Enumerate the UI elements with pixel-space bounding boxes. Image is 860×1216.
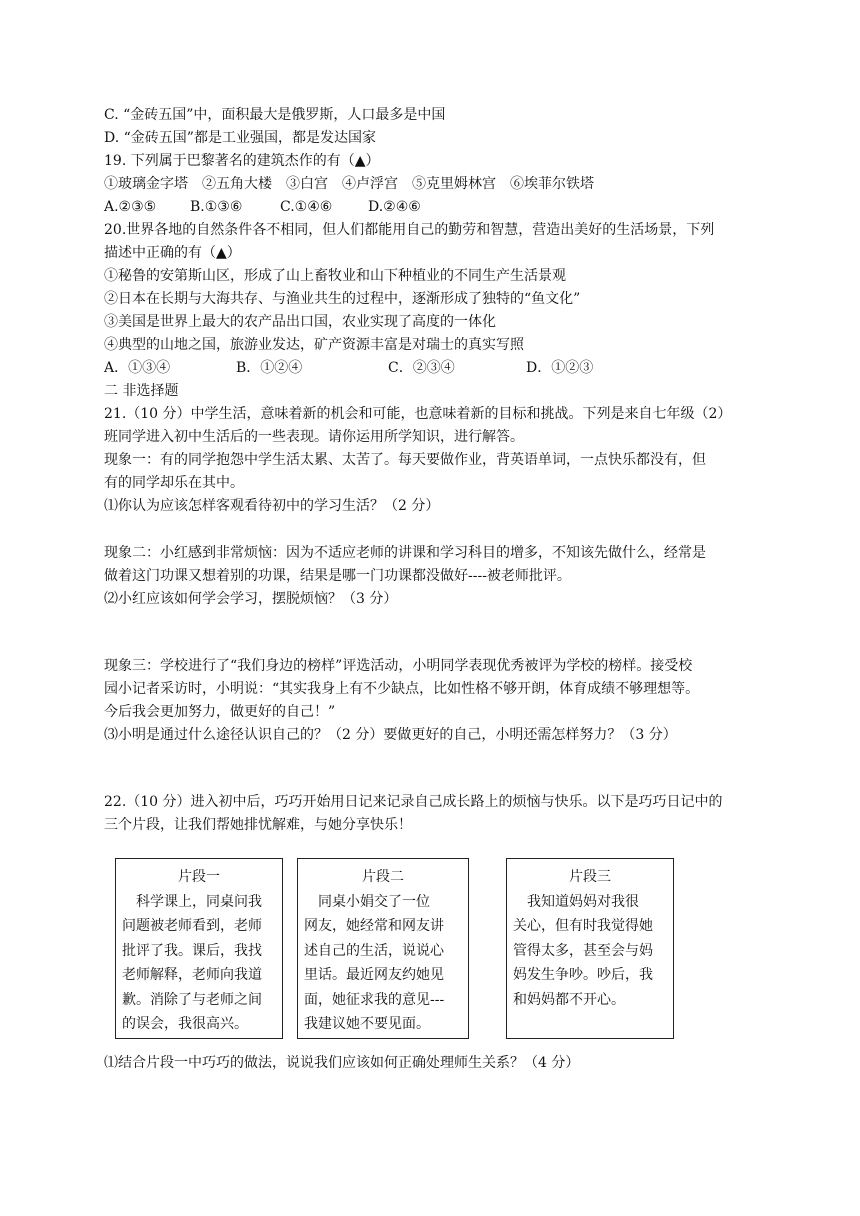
question-19-items: ①玻璃金字塔 ②五角大楼 ③白宫 ④卢浮宫 ⑤克里姆林宫 ⑥埃菲尔铁塔 <box>104 176 594 192</box>
section-heading: 二 非选择题 <box>104 383 179 399</box>
diary-box-title: 片段二 <box>362 869 404 885</box>
question-20-stem-cont: 描述中正确的有（▲） <box>104 245 241 261</box>
diary-line: 歉。消除了与老师之间 <box>122 991 262 1008</box>
q19-option-d: D.②④⑥ <box>368 199 421 215</box>
diary-line: 和妈妈都不开心。 <box>513 991 625 1008</box>
diary-line: 同桌小娟交了一位 <box>304 893 430 910</box>
diary-line: 问题被老师看到，老师 <box>122 918 262 934</box>
answer-space <box>104 747 764 791</box>
diary-line: 关心，但有时我觉得她 <box>513 918 653 934</box>
q20-item-2: ②日本在长期与大海共存、与渔业共生的过程中，逐渐形成了独特的“鱼文化” <box>104 291 581 307</box>
phenomenon-1: 现象一：有的同学抱怨中学生活太累、太苦了。每天要做作业，背英语单词，一点快乐都没有，但 <box>104 452 706 468</box>
question-22-intro: 22.（10 分）进入初中后，巧巧开始用日记来记录自己成长路上的烦恼与快乐。以下是巧巧日记中的 <box>104 794 723 810</box>
q19-option-b: B.①③⑥ <box>190 199 243 215</box>
answer-space <box>104 518 764 542</box>
question-22-intro-cont: 三个片段，让我们帮她排忧解难，与她分享快乐！ <box>104 817 412 833</box>
diary-box-title: 片段一 <box>178 869 220 885</box>
phenomenon-1-cont: 有的同学却乐在其中。 <box>104 475 244 491</box>
q20-item-4: ④典型的山地之国，旅游业发达，矿产资源丰富是对瑞士的真实写照 <box>104 337 524 353</box>
diary-box-3 <box>506 858 674 1039</box>
q20-item-1: ①秘鲁的安第斯山区，形成了山上畜牧业和山下种植业的不同生产生活景观 <box>104 268 566 284</box>
q20-option-b: B．①②④ <box>236 360 303 376</box>
diary-box-2 <box>297 858 469 1039</box>
diary-line: 述自己的生活，说说心 <box>304 942 444 959</box>
q19-option-a: A.②③⑤ <box>104 199 157 215</box>
phenomenon-3: 现象三：学校进行了“我们身边的榜样”评选活动，小明同学表现优秀被评为学校的榜样。接受校 <box>104 658 693 674</box>
option-c: C. “金砖五国”中，面积最大是俄罗斯，人口最多是中国 <box>104 107 446 123</box>
diary-line: 我知道妈妈对我很 <box>513 893 639 910</box>
question-21-intro-cont: 班同学进入初中生活后的一些表现。请你运用所学知识，进行解答。 <box>104 429 524 445</box>
diary-line: 网友，她经常和网友讲 <box>304 918 444 934</box>
question-19-options <box>104 196 764 219</box>
phenomenon-2: 现象二：小红感到非常烦恼：因为不适应老师的讲课和学习科目的增多，不知该先做什么，经常是 <box>104 545 706 561</box>
diary-box-title: 片段三 <box>569 869 611 885</box>
q20-option-d: D．①②③ <box>526 360 594 376</box>
diary-line: 老师解释，老师向我道 <box>122 967 262 983</box>
phenomenon-3-cont2: 今后我会更加努力，做更好的自己！” <box>104 704 336 720</box>
diary-line: 批评了我。课后，我找 <box>122 942 262 959</box>
answer-space <box>104 611 764 655</box>
phenomenon-3-cont: 园小记者采访时，小明说：“其实我身上有不少缺点，比如性格不够开朗，体育成绩不够理想等。 <box>104 681 700 697</box>
question-19: 19. 下列属于巴黎著名的建筑杰作的有（▲） <box>104 153 380 169</box>
option-d: D. “金砖五国”都是工业强国，都是发达国家 <box>104 130 376 146</box>
question-20-stem: 20.世界各地的自然条件各不相同，但人们都能用自己的勤劳和智慧，营造出美好的生活场景，下列 <box>104 222 715 238</box>
diary-box-1 <box>115 858 283 1039</box>
phenomenon-2-cont: 做着这门功课又想着别的功课，结果是哪一门功课都没做好----被老师批评。 <box>104 568 571 584</box>
diary-line: 面，她征求我的意见--- <box>304 991 445 1008</box>
q21-sub-1: ⑴你认为应该怎样客观看待初中的学习生活？（2 分） <box>104 498 440 514</box>
diary-line: 的误会，我很高兴。 <box>122 1016 248 1032</box>
exam-page <box>104 104 764 837</box>
question-21-intro: 21.（10 分）中学生活，意味着新的机会和可能，也意味着新的目标和挑战。下列是来自七年级（2） <box>104 406 732 422</box>
q21-sub-3: ⑶小明是通过什么途径认识自己的？（2 分）要做更好的自己，小明还需怎样努力？（3 分） <box>104 727 677 743</box>
diary-line: 妈发生争吵。吵后，我 <box>513 967 653 983</box>
diary-line: 我建议她不要见面。 <box>304 1016 430 1032</box>
diary-line: 管得太多，甚至会与妈 <box>513 942 653 959</box>
q20-option-a: A．①③④ <box>104 360 171 376</box>
q22-sub-1: ⑴结合片段一中巧巧的做法，说说我们应该如何正确处理师生关系？（4 分） <box>104 1055 580 1071</box>
question-20-options <box>104 357 764 380</box>
diary-line: 里话。最近网友约她见 <box>304 967 444 983</box>
q20-item-3: ③美国是世界上最大的农产品出口国，农业实现了高度的一体化 <box>104 314 496 330</box>
q20-option-c: C．②③④ <box>388 360 455 376</box>
q19-option-c: C.①④⑥ <box>280 199 333 215</box>
q21-sub-2: ⑵小红应该如何学会学习，摆脱烦恼？（3 分） <box>104 591 398 607</box>
diary-line: 科学课上，同桌问我 <box>122 893 262 910</box>
